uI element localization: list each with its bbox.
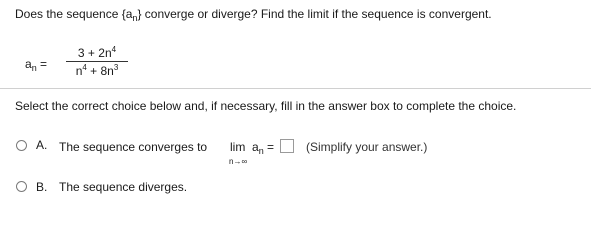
limit-expression: $\lim a_n$ = — [230, 140, 275, 156]
fraction-denominator: $n^4 + 8n^3$ — [75, 63, 119, 78]
limit-subscript: n→∞ — [229, 157, 248, 166]
option-a-letter: A. — [36, 138, 48, 152]
formula-fraction — [66, 46, 128, 78]
fraction-bar — [66, 61, 128, 62]
simplify-hint: (Simplify your answer.) — [306, 140, 428, 154]
option-b-radio[interactable] — [16, 181, 27, 192]
answer-input[interactable] — [280, 139, 294, 153]
fraction-numerator: $3 + 2n^4$ — [77, 45, 117, 60]
option-a-text: The sequence converges to — [59, 140, 208, 154]
option-b-text: The sequence diverges. — [59, 180, 188, 194]
question-text: Does the sequence $\{a_n\}$ converge or diverge? Find the limit if the sequence is convergent. — [15, 7, 492, 23]
instruction-text: Select the correct choice below and, if necessary, fill in the answer box to complete the choice. — [15, 99, 517, 113]
section-divider — [0, 88, 591, 89]
option-a-radio[interactable] — [16, 140, 27, 151]
option-b-letter: B. — [36, 180, 48, 194]
formula-lhs: $a_n$ = — [25, 57, 48, 73]
